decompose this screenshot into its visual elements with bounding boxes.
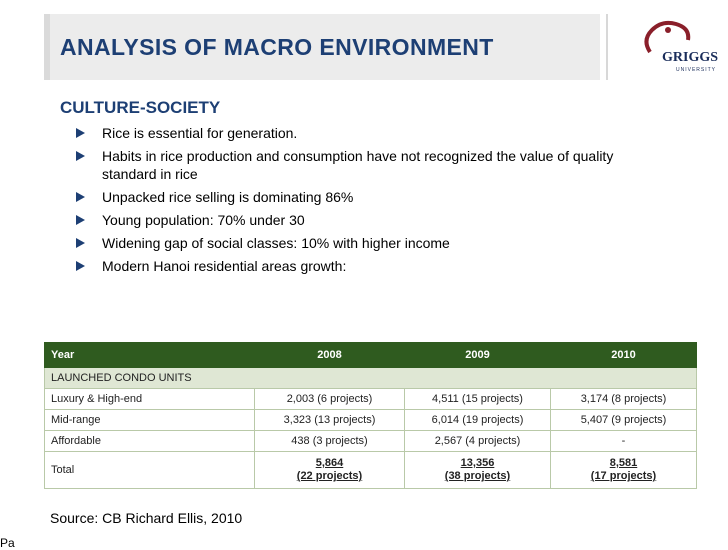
bullet-arrow-icon <box>76 238 85 248</box>
bullet-text: Unpacked rice selling is dominating 86% <box>102 189 354 205</box>
table-cell: 6,014 (19 projects) <box>405 410 551 431</box>
list-item <box>74 211 654 229</box>
list-item <box>74 188 654 206</box>
header-cell-year: Year <box>45 343 255 368</box>
row-label: Affordable <box>45 431 255 452</box>
bullet-text: Rice is essential for generation. <box>102 125 298 141</box>
table-subheader-row <box>45 368 697 389</box>
row-label: Luxury & High-end <box>45 389 255 410</box>
table-row <box>45 431 697 452</box>
total-cell <box>255 452 405 489</box>
table-header-row <box>45 343 697 368</box>
total-cell <box>551 452 697 489</box>
total-value: 8,581 <box>609 457 638 469</box>
section-heading: CULTURE-SOCIETY <box>60 98 221 117</box>
total-projects: (38 projects) <box>444 470 511 482</box>
table-cell: 2,003 (6 projects) <box>255 389 405 410</box>
header-cell-2008: 2008 <box>255 343 405 368</box>
row-label: Mid-range <box>45 410 255 431</box>
bullet-text: Modern Hanoi residential areas growth: <box>102 258 347 274</box>
logo-wordmark: GRIGGS <box>662 50 719 65</box>
table-cell: 3,323 (13 projects) <box>255 410 405 431</box>
list-item <box>74 257 654 275</box>
table-cell: 4,511 (15 projects) <box>405 389 551 410</box>
page-title: ANALYSIS OF MACRO ENVIRONMENT <box>60 34 494 60</box>
title-bar-accent <box>44 14 50 80</box>
bullet-text: Widening gap of social classes: 10% with higher income <box>102 235 450 251</box>
table-cell: 5,407 (9 projects) <box>551 410 697 431</box>
total-value: 13,356 <box>460 457 495 469</box>
total-label: Total <box>45 452 255 489</box>
slide-header <box>0 0 728 90</box>
table-cell: - <box>551 431 697 452</box>
subheader-cell: LAUNCHED CONDO UNITS <box>45 368 697 389</box>
bullet-arrow-icon <box>76 192 85 202</box>
table-total-row <box>45 452 697 489</box>
cropped-text: Pa <box>0 536 15 550</box>
table-cell: 3,174 (8 projects) <box>551 389 697 410</box>
condo-units-table <box>44 342 697 489</box>
bullet-text: Young population: 70% under 30 <box>102 212 305 228</box>
total-projects: (22 projects) <box>296 470 363 482</box>
header-cell-2010: 2010 <box>551 343 697 368</box>
table-cell: 438 (3 projects) <box>255 431 405 452</box>
total-projects: (17 projects) <box>590 470 657 482</box>
bullet-arrow-icon <box>76 215 85 225</box>
bullet-arrow-icon <box>76 151 85 161</box>
table-row <box>45 389 697 410</box>
total-value: 5,864 <box>315 457 344 469</box>
bullet-arrow-icon <box>76 261 85 271</box>
header-cell-2009: 2009 <box>405 343 551 368</box>
table-cell: 2,567 (4 projects) <box>405 431 551 452</box>
bullet-arrow-icon <box>76 128 85 138</box>
table-row <box>45 410 697 431</box>
bullet-list <box>74 124 654 280</box>
logo-subtitle: UNIVERSITY <box>676 67 717 73</box>
source-note: Source: CB Richard Ellis, 2010 <box>50 510 243 526</box>
list-item <box>74 234 654 252</box>
list-item <box>74 124 654 142</box>
total-cell <box>405 452 551 489</box>
list-item <box>74 147 654 183</box>
bullet-text: Habits in rice production and consumption have not recognized the value of quality standard in rice <box>102 148 614 182</box>
